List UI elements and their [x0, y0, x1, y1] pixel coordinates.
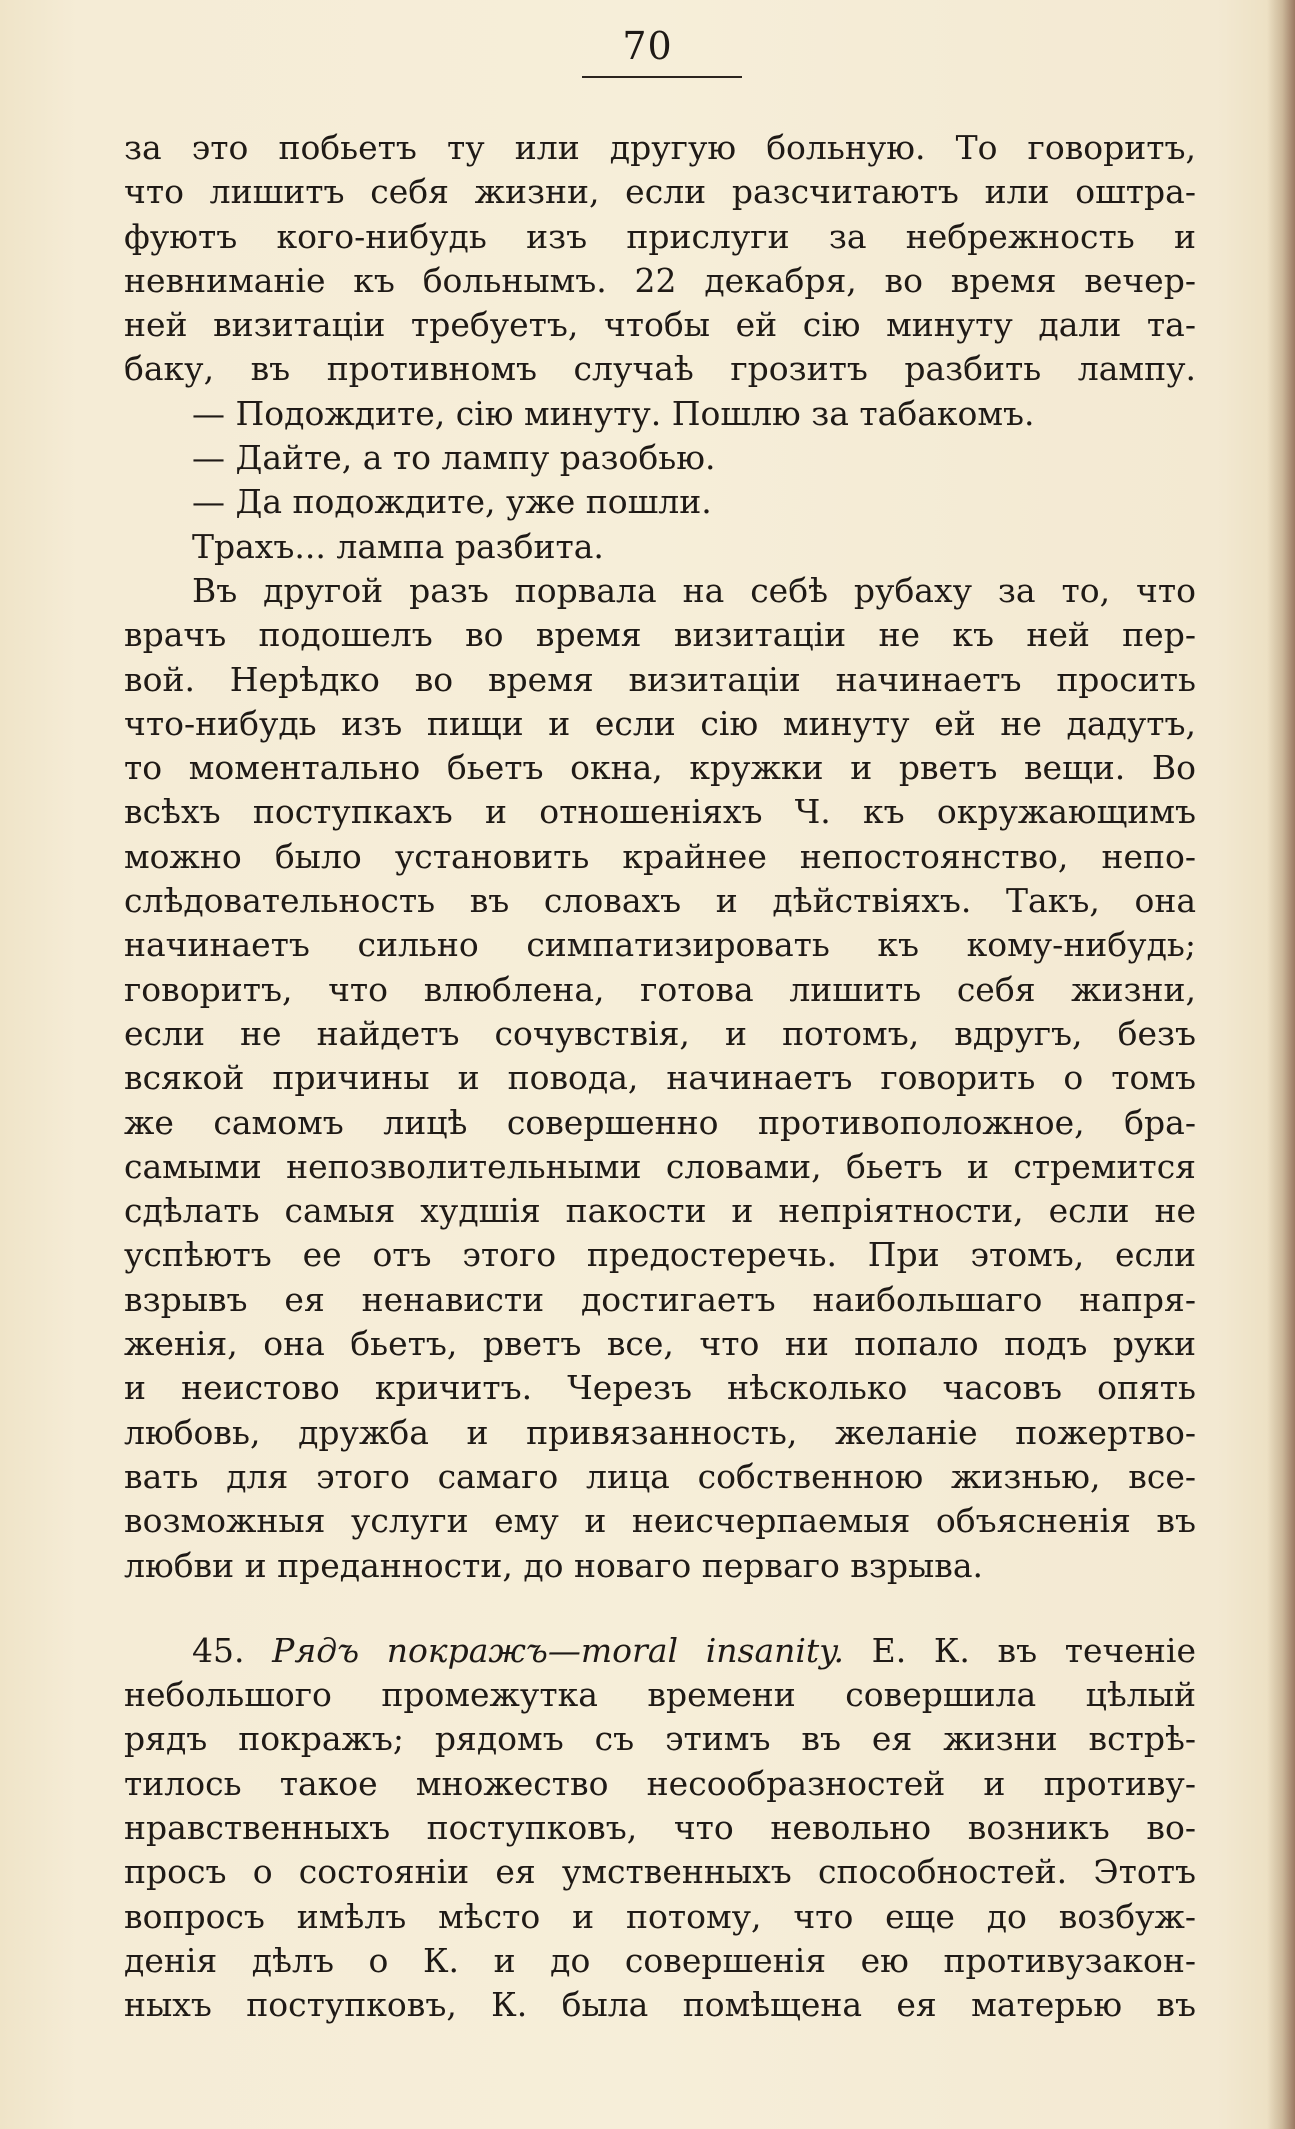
text-line: говоритъ, что влюблена, готова лишить себя жизни,	[124, 969, 1196, 1009]
text-line: баку, въ противномъ случаѣ грозитъ разбить лампу.	[124, 349, 1196, 389]
page-edge-shadow	[1267, 0, 1295, 2129]
text-line: можно было установить крайнее непостоянство, непо-	[124, 836, 1196, 876]
text-line: вопросъ имѣлъ мѣсто и потому, что еще до возбуж-	[124, 1896, 1196, 1936]
text-line: женія, она бьетъ, рветъ все, что ни попало подъ руки	[124, 1324, 1196, 1364]
paragraph-gap	[124, 1588, 1196, 1629]
text-line: и неистово кричитъ. Черезъ нѣсколько часовъ опять	[124, 1368, 1196, 1408]
text-line: возможныя услуги ему и неисчерпаемыя объясненія въ	[124, 1501, 1196, 1541]
case-first-line-rest: Е. К. въ теченіе	[871, 1630, 1196, 1670]
text-line: за это побьетъ ту или другую больную. То говоритъ,	[124, 128, 1196, 167]
text-line: всякой причины и повода, начинаетъ говорить о томъ	[124, 1058, 1196, 1098]
text-line: нравственныхъ поступковъ, что невольно возникъ во-	[124, 1807, 1196, 1847]
dialogue-line: — Да подождите, уже пошли.	[192, 482, 712, 522]
header-rule	[582, 76, 742, 78]
case-number: 45.	[192, 1630, 245, 1670]
text-line: любви и преданности, до новаго перваго взрыва.	[124, 1545, 984, 1585]
text-line: успѣютъ ее отъ этого предостеречь. При этомъ, если	[124, 1235, 1196, 1275]
case-title: Рядъ покражъ—moral insanity.	[272, 1630, 844, 1670]
text-line: рядъ покражъ; рядомъ съ этимъ въ ея жизни встрѣ-	[124, 1719, 1196, 1759]
text-line: небольшого промежутка времени совершила цѣлый	[124, 1675, 1196, 1715]
text-line: вать для этого самаго лица собственною жизнью, все-	[124, 1456, 1196, 1496]
text-line: сдѣлать самыя худшія пакости и непріятности, если не	[124, 1191, 1196, 1231]
text-line: то моментально бьетъ окна, кружки и рветъ вещи. Во	[124, 748, 1196, 788]
case-heading-line	[124, 1629, 1196, 1673]
text-line: ней визитаціи требуетъ, чтобы ей сію минуту дали та-	[124, 305, 1196, 345]
text-line: денія дѣлъ о К. и до совершенія ею противузакон-	[124, 1940, 1196, 1980]
text-line: же самомъ лицѣ совершенно противоположное, бра-	[124, 1102, 1196, 1142]
text-line: если не найдетъ сочувствія, и потомъ, вдругъ, безъ	[124, 1013, 1196, 1053]
text-line: самыми непозволительными словами, бьетъ и стремится	[124, 1146, 1196, 1186]
text-line: любовь, дружба и привязанность, желаніе пожертво-	[124, 1412, 1196, 1452]
dialogue-line: — Дайте, а то лампу разобью.	[192, 438, 716, 478]
text-line: всѣхъ поступкахъ и отношеніяхъ Ч. къ окружающимъ	[124, 792, 1196, 832]
text-line: что лишитъ себя жизни, если разсчитаютъ или оштра-	[124, 172, 1196, 212]
text-line: что-нибудь изъ пищи и если сію минуту ей не дадутъ,	[124, 703, 1196, 743]
text-line: врачъ подошелъ во время визитаціи не къ ней пер-	[124, 615, 1196, 655]
text-line: ныхъ поступковъ, К. была помѣщена ея матерью въ	[124, 1985, 1196, 2025]
text-line: Въ другой разъ порвала на себѣ рубаху за то, что	[192, 570, 1196, 610]
text-line: фуютъ кого-нибудь изъ прислуги за небрежность и	[124, 216, 1196, 256]
page-number: 70	[622, 24, 673, 68]
text-line: невниманіе къ больнымъ. 22 декабря, во время вечер-	[124, 260, 1196, 300]
text-line: тилось такое множество несообразностей и противу-	[124, 1763, 1196, 1803]
text-line: взрывъ ея ненависти достигаетъ наибольшаго напря-	[124, 1279, 1196, 1319]
text-line: вой. Нерѣдко во время визитаціи начинаетъ просить	[124, 659, 1196, 699]
dialogue-line: Трахъ... лампа разбита.	[192, 526, 604, 566]
text-line: слѣдовательность въ словахъ и дѣйствіяхъ. Такъ, она	[124, 881, 1196, 921]
body-text	[124, 126, 1196, 2027]
text-line: просъ о состояніи ея умственныхъ способностей. Этотъ	[124, 1852, 1196, 1892]
dialogue-line: — Подождите, сію минуту. Пошлю за табакомъ.	[192, 393, 1035, 433]
text-line: начинаетъ сильно симпатизировать къ кому-нибудь;	[124, 925, 1196, 965]
